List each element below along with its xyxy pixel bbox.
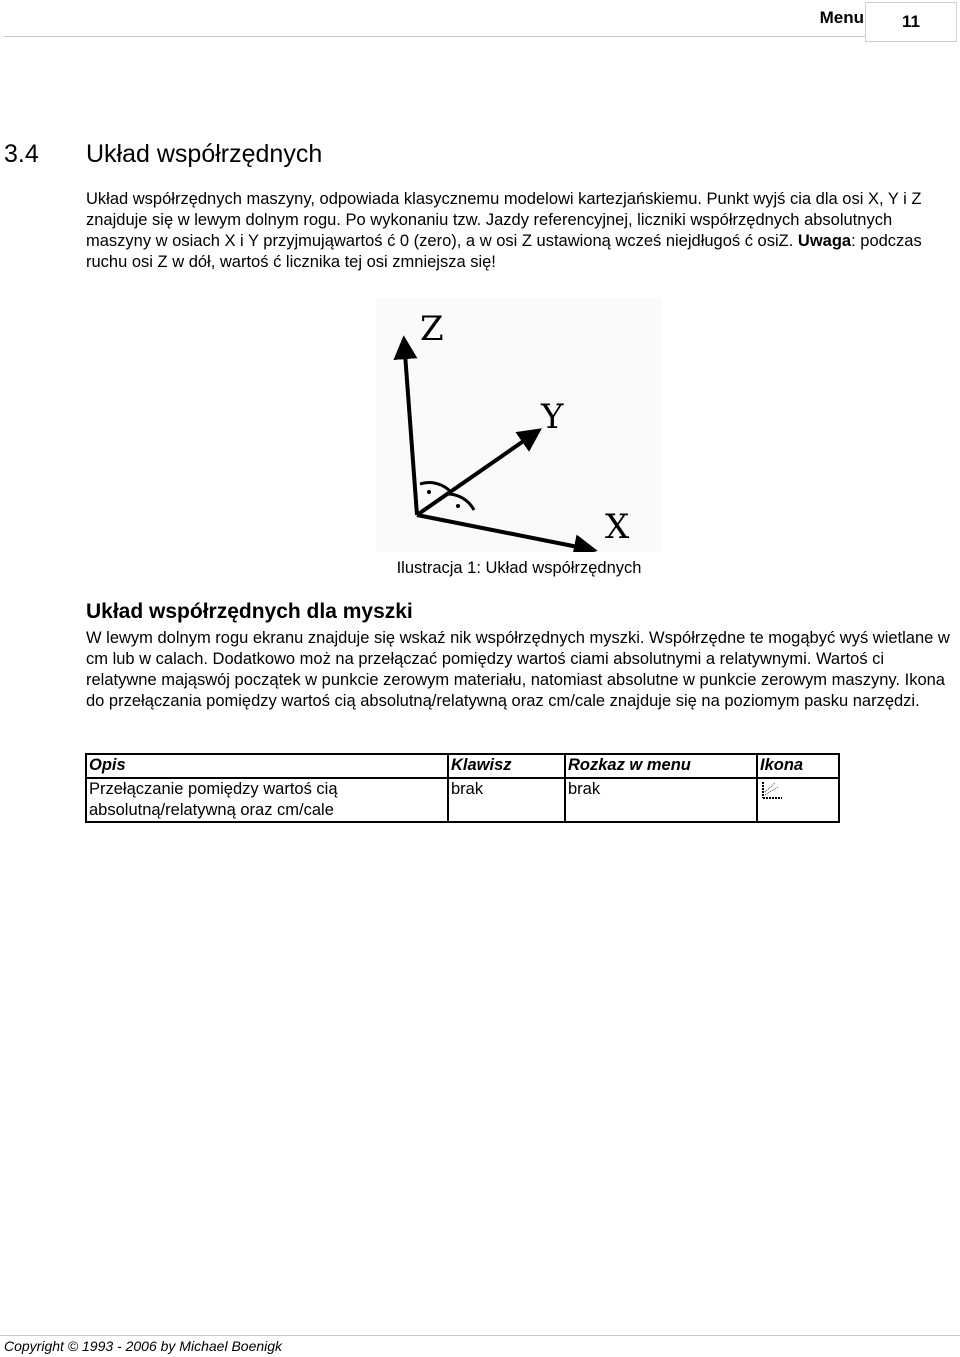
shortcut-table xyxy=(85,753,840,823)
page-number: 11 xyxy=(865,2,957,42)
cell-opis: Przełączanie pomiędzy wartoś cią absolutną/relatywną oraz cm/cale xyxy=(86,778,448,822)
warning-label: Uwaga xyxy=(797,232,852,250)
header-menu-label: Menu xyxy=(819,8,864,27)
cell-klawisz: brak xyxy=(448,778,565,822)
column-header-opis: Opis xyxy=(86,754,448,778)
table-header-row xyxy=(86,754,839,778)
warning-text: : podczas ruchu osi Z w dół, wartoś ć licznika tej osi zmniejsza się! xyxy=(86,232,922,271)
column-header-rozkaz: Rozkaz w menu xyxy=(565,754,757,778)
section-title xyxy=(4,140,322,169)
z-axis xyxy=(404,340,417,515)
intro-text: Układ współrzędnych maszyny, odpowiada klasycznemu modelowi kartezjańskiemu. Punkt wyjś cia dla osi X, Y i Z znajduje się w lewym dolnym rogu. Po wykonaniu tzw. Jazdy referencyjnej, liczniki współrzędnych absolutnych maszyny w osiach X i Y przyjmująwartoś ć 0 (zero), a w osi Z ustawioną wcześ niejdługoś ć osiZ. xyxy=(86,190,922,250)
angle-arc-zy xyxy=(420,483,451,492)
section-title-text: Układ współrzędnych xyxy=(86,140,323,168)
section-number: 3.4 xyxy=(4,140,39,168)
cell-rozkaz: brak xyxy=(565,778,757,822)
cell-ikona xyxy=(757,778,839,822)
y-axis-label: Y xyxy=(541,397,564,437)
header-divider xyxy=(4,36,866,37)
coordinate-toggle-icon xyxy=(760,779,784,801)
angle-arc-yx xyxy=(446,494,474,510)
coordinate-system-figure xyxy=(376,298,662,552)
footer-copyright: Copyright © 1993 - 2006 by Michael Boenigk xyxy=(4,1338,283,1354)
angle-dot-1 xyxy=(427,490,431,494)
x-axis-label: X xyxy=(605,507,630,547)
table-row xyxy=(86,778,839,822)
footer-divider xyxy=(0,1335,960,1336)
angle-dot-2 xyxy=(456,504,460,508)
y-axis xyxy=(417,431,538,515)
z-axis-label: Z xyxy=(420,309,444,349)
column-header-ikona: Ikona xyxy=(757,754,839,778)
x-axis xyxy=(417,515,593,550)
axes-diagram xyxy=(376,298,662,552)
column-header-klawisz: Klawisz xyxy=(448,754,565,778)
mouse-section-heading: Układ współrzędnych dla myszki xyxy=(86,600,413,623)
mouse-section-paragraph: W lewym dolnym rogu ekranu znajduje się wskaź nik współrzędnych myszki. Współrzędne te mogąbyć wyś wietlane w cm lub w calach. Dodatkowo moż na przełączać pomiędzy wartoś ciami absolutnymi a relatywnymi. Wartoś ci relatywne mająswój początek w punkcie zerowym materiału, natomiast absolutne w punkcie zerowym maszyny. Ikona do przełączania pomiędzy wartoś cią absolutną/relatywną oraz cm/cale znajduje się na poziomym pasku narzędzi. xyxy=(86,629,950,710)
figure-caption: Ilustracja 1: Układ współrzędnych xyxy=(396,559,642,577)
intro-paragraph xyxy=(86,189,958,273)
